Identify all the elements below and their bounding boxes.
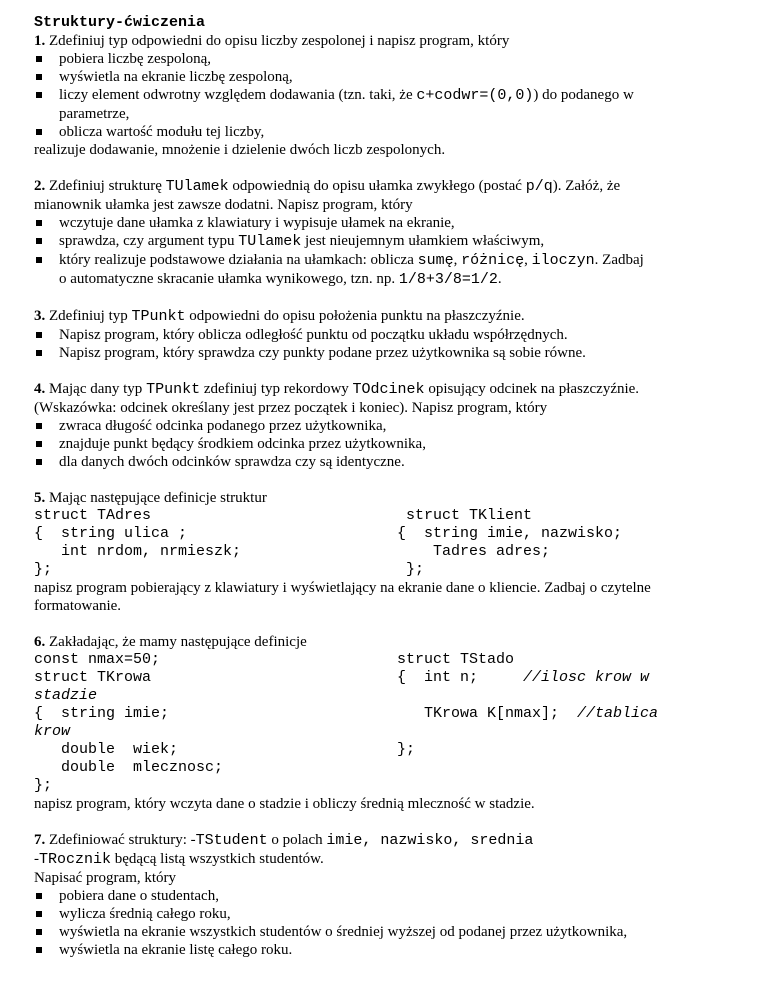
exercise-5 [34,489,744,615]
code-left [34,651,223,795]
code-line: }; [34,777,53,794]
exercise-1-outro: realizuje dodawanie, mnożenie i dzielenie dwóch liczb zespolonych. [34,142,446,158]
list-item: zwraca długość odcinka podanego przez użytkownika, [34,417,744,435]
exercise-text: będącą listą wszystkich studentów. [111,851,324,867]
code-line: stadzie [34,687,98,704]
list-item: dla danych dwóch odcinków sprawdza czy są identyczne. [34,453,744,471]
exercise-4-intro-cont: (Wskazówka: odcinek określany jest przez początek i koniec). Napisz program, który [34,400,548,416]
list-item [34,86,744,123]
item-text: jest nieujemnym ułamkiem właściwym, [301,233,545,249]
exercise-2 [34,177,744,289]
document [34,14,744,959]
exercise-number: 7. [34,832,46,848]
list-item: wyświetla na ekranie liczbę zespoloną, [34,68,744,86]
exercise-text: Zdefiniuj typ odpowiedni do opisu liczby zespolonej i napisz program, który [49,33,510,49]
page-title: Struktury-ćwiczenia [34,14,206,31]
exercise-number: 1. [34,33,46,49]
exercise-2-intro-cont: mianownik ułamka jest zawsze dodatni. Napisz program, który [34,197,413,213]
exercise-7-intro-cont2: Napisać program, który [34,870,177,886]
code-line: krow [34,723,71,740]
exercise-4 [34,380,744,471]
exercise-6 [34,633,744,813]
exercise-1 [34,32,744,159]
exercise-text: - [34,851,39,867]
exercise-text: Zakładając, że mamy następujące definicje [49,634,307,650]
list-item: wyświetla na ekranie listę całego roku. [34,941,744,959]
inline-code: TUlamek [238,233,302,250]
list-item: Napisz program, który sprawdza czy punkty podane przez użytkownika są sobie równe. [34,344,744,362]
list-item: wyświetla na ekranie wszystkich studentów o średniej wyższej od podanej przez użytkownika, [34,923,744,941]
exercise-text: odpowiednią do opisu ułamka zwykłego (postać [228,178,526,194]
code-line: struct TKlient [406,507,533,524]
code-right [397,507,622,579]
code-line: { string imie; [34,705,170,722]
item-text: liczy element odwrotny względem dodawania (tzn. taki, że [59,87,417,103]
code-comment: //tablica [577,705,659,722]
exercise-text: ). Załóż, że [552,178,621,194]
exercise-3-list [34,326,744,362]
list-item: znajduje punkt będący środkiem odcinka przez użytkownika, [34,435,744,453]
inline-code: różnicę [461,252,525,269]
exercise-7-list [34,887,744,959]
inline-code: c+codwr=(0,0) [416,87,534,104]
inline-code: sumę [417,252,454,269]
exercise-7-intro [34,831,744,850]
code-right [397,651,658,759]
list-item: pobiera liczbę zespoloną, [34,50,744,68]
inline-code: TRocznik [39,851,112,868]
code-line: const nmax=50; [34,651,161,668]
code-line: struct TAdres [34,507,152,524]
code-text: TKrowa K[nmax]; [397,705,560,722]
exercise-4-list [34,417,744,471]
inline-code: TStudent [195,832,268,849]
exercise-7 [34,831,744,959]
exercise-2-intro [34,177,744,196]
exercise-5-intro [34,489,744,507]
exercise-number: 4. [34,381,46,397]
exercise-text: Mając następujące definicje struktur [49,490,267,506]
exercise-5-outro-cont: formatowanie. [34,598,122,614]
code-line: struct TStado [397,651,515,668]
exercise-6-intro [34,633,744,651]
code-line: { string imie, nazwisko; [397,525,623,542]
inline-code: 1/8+3/8=1/2 [398,271,498,288]
exercise-text: zdefiniuj typ rekordowy [200,381,353,397]
item-text: ) do podanego w [533,87,634,103]
inline-code: iloczyn [531,252,595,269]
list-item: Napisz program, który oblicza odległość punktu od początku układu współrzędnych. [34,326,744,344]
inline-code: TOdcinek [352,381,425,398]
code-line [397,669,658,687]
code-line: Tadres adres; [406,543,551,560]
code-left [34,507,241,579]
exercise-text: Zdefiniuj strukturę [49,178,166,194]
exercise-5-outro: napisz program pobierający z klawiatury i wyświetlający na ekranie dane o kliencie. Zadbaj o czytelne [34,580,651,596]
code-block [34,507,744,579]
item-text: . Zadbaj [594,252,644,268]
inline-code: TPunkt [146,381,201,398]
exercise-7-intro-cont [34,850,744,869]
item-text: sprawdza, czy argument typu [59,233,239,249]
list-item: pobiera dane o studentach, [34,887,744,905]
code-line: double mlecznosc; [34,759,224,776]
inline-code: p/q [525,178,553,195]
list-item: wylicza średnią całego roku, [34,905,744,923]
code-line: int nrdom, nrmieszk; [34,543,242,560]
exercise-1-intro [34,32,744,50]
list-item [34,251,744,289]
exercise-3 [34,307,744,362]
code-line: double wiek; [34,741,179,758]
code-line: }; [34,561,53,578]
code-line [397,705,658,723]
code-comment: //ilosc krow w [523,669,650,686]
exercise-text: opisujący odcinek na płaszczyźnie. [424,381,640,397]
exercise-text: Mając dany typ [49,381,147,397]
exercise-text: odpowiedni do opisu położenia punktu na płaszczyźnie. [185,308,525,324]
item-text: o automatyczne skracanie ułamka wynikowego, tzn. np. [59,271,399,287]
exercise-number: 2. [34,178,46,194]
item-text: parametrze, [59,106,130,122]
exercise-text: o polach [267,832,327,848]
item-text: , [453,252,462,268]
code-line: }; [397,741,416,758]
code-line: { string ulica ; [34,525,188,542]
exercise-6-outro: napisz program, który wczyta dane o stadzie i obliczy średnią mleczność w stadzie. [34,796,535,812]
code-block [34,651,744,795]
list-item: oblicza wartość modułu tej liczby, [34,123,744,141]
exercise-number: 3. [34,308,46,324]
item-text: , [524,252,532,268]
exercise-text: Zdefiniuj typ [49,308,132,324]
exercise-number: 6. [34,634,46,650]
exercise-2-list [34,214,744,289]
code-line: }; [406,561,425,578]
exercise-1-list [34,50,744,141]
inline-code: TUlamek [165,178,229,195]
exercise-3-intro [34,307,744,326]
code-text: { int n; [397,669,479,686]
code-line: struct TKrowa [34,669,152,686]
exercise-text: Zdefiniować struktury: - [49,832,196,848]
exercise-4-intro [34,380,744,399]
exercise-number: 5. [34,490,46,506]
item-text: . [497,271,502,287]
inline-code: TPunkt [131,308,186,325]
inline-code: imie, nazwisko, srednia [326,832,534,849]
item-text: który realizuje podstawowe działania na ułamkach: oblicza [59,252,418,268]
list-item: wczytuje dane ułamka z klawiatury i wypisuje ułamek na ekranie, [34,214,744,232]
list-item [34,232,744,251]
